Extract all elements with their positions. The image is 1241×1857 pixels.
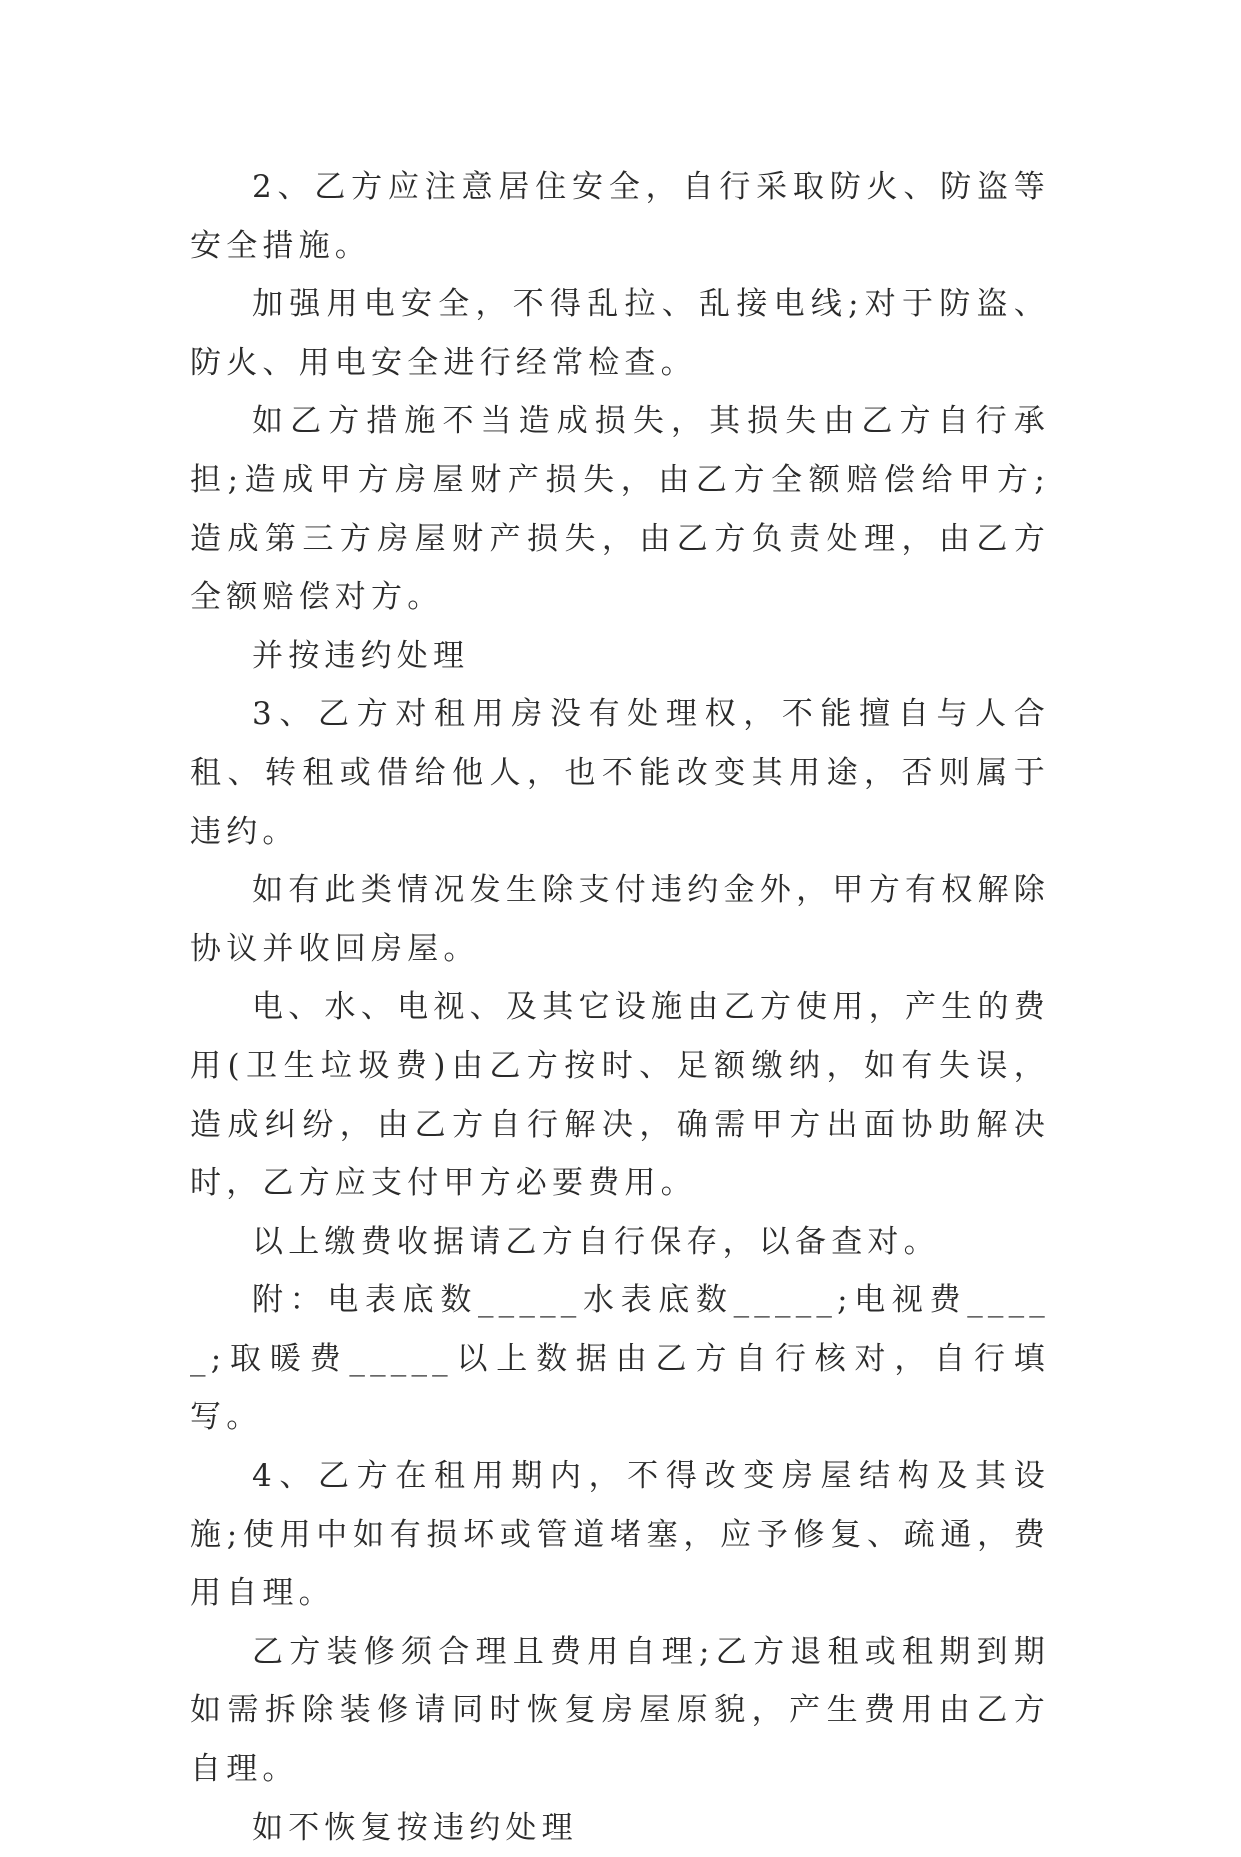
paragraph-renovation: 乙方装修须合理且费用自理;乙方退租或租期到期如需拆除装修请同时恢复房屋原貌，产生费用由乙方自理。: [190, 1633, 1050, 1788]
paragraph-electrical-safety: 加强用电安全，不得乱拉、乱接电线;对于防盗、防火、用电安全进行经常检查。: [190, 286, 1050, 381]
document-body: [190, 158, 1050, 1857]
paragraph-structure-changes: 4、乙方在租用期内，不得改变房屋结构及其设施;使用中如有损坏或管道堵塞，应予修复、疏通，费用自理。: [190, 1458, 1050, 1612]
paragraph-receipts: 以上缴费收据请乙方自行保存，以备查对。: [252, 1223, 940, 1260]
paragraph-loss-liability: 如乙方措施不当造成损失，其损失由乙方自行承担;造成甲方房屋财产损失，由乙方全额赔偿给甲方;造成第三方房屋财产损失，由乙方负责处理，由乙方全额赔偿对方。: [190, 403, 1050, 616]
paragraph-termination-right: 如有此类情况发生除支付违约金外，甲方有权解除协议并收回房屋。: [190, 872, 1050, 967]
paragraph-utility-fees: 电、水、电视、及其它设施由乙方使用，产生的费用(卫生垃圾费)由乙方按时、足额缴纳，如有失误，造成纠纷，由乙方自行解决，确需甲方出面协助解决时，乙方应支付甲方必要费用。: [190, 989, 1050, 1202]
paragraph-safety-measures: 2、乙方应注意居住安全，自行采取防火、防盗等安全措施。: [190, 169, 1050, 264]
paragraph-restore-breach: 如不恢复按违约处理: [252, 1809, 578, 1846]
paragraph-no-sublease: 3、乙方对租用房没有处理权，不能擅自与人合租、转租或借给他人，也不能改变其用途，否则属于违约。: [190, 696, 1050, 850]
paragraph-meter-readings: 附：电表底数_____水表底数_____;电视费_____;取暖费_____以上数据由乙方自行核对，自行填写。: [190, 1282, 1050, 1436]
paragraph-breach-handling: 并按违约处理: [252, 637, 470, 674]
